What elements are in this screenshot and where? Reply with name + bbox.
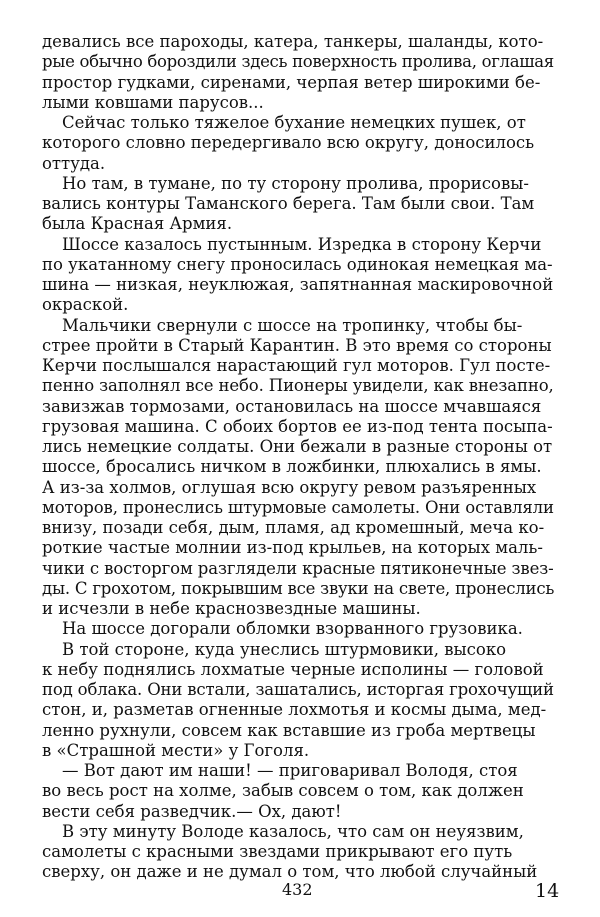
- text-line: к небу поднялись лохматые черные исполины — головой: [42, 659, 544, 679]
- text-line: Шоссе казалось пустынным. Изредка в сторону Керчи: [62, 234, 542, 254]
- text-line: грузовая машина. С обоих бортов ее из-под тента посыпа-: [42, 416, 553, 436]
- text-line: оттуда.: [42, 153, 106, 173]
- text-line: ды. С грохотом, покрывшим все звуки на свете, пронеслись: [42, 578, 555, 598]
- text-line: лись немецкие солдаты. Они бежали в разные стороны от: [42, 437, 553, 456]
- text-line: которого словно передергивало всю округу, доносилось: [42, 133, 535, 153]
- page-number: 432: [282, 880, 313, 899]
- text-line: В эту минуту Володе казалось, что сам он неуязвим,: [62, 821, 524, 841]
- text-line: рые обычно бороздили здесь поверхность пролива, оглашая: [42, 52, 554, 72]
- text-line: Керчи послышался нарастающий гул моторов. Гул посте-: [42, 356, 551, 375]
- text-line: по укатанному снегу проносилась одинокая немецкая ма-: [42, 254, 553, 274]
- text-line: под облака. Они встали, зашатались, исторгая грохочущий: [42, 680, 554, 699]
- text-line: чики с восторгом разглядели красные пятиконечные звез-: [42, 558, 554, 578]
- text-line: лыми ковшами парусов...: [42, 92, 264, 112]
- text-line: внизу, позади себя, дым, пламя, ад кромешный, меча ко-: [42, 518, 545, 537]
- text-line: роткие частые молнии из-под крыльев, на которых маль-: [42, 538, 543, 558]
- text-line: стрее пройти в Старый Карантин. В это время со стороны: [42, 335, 552, 355]
- text-line: вались контуры Таманского берега. Там были свои. Там: [42, 194, 535, 213]
- text-line: окраской.: [42, 295, 129, 315]
- text-line: пенно заполнял все небо. Пионеры увидели, как внезапно,: [42, 376, 554, 396]
- text-line: В той стороне, куда унеслись штурмовики, высоко: [62, 639, 507, 659]
- signature-mark: 14: [535, 880, 560, 902]
- text-line: шоссе, бросались ничком в ложбинки, плюхались в ямы.: [42, 457, 542, 477]
- text-line: простор гудками, сиренами, черпая ветер широкими бе-: [42, 72, 541, 92]
- text-line: и исчезли в небе краснозвездные машины.: [42, 599, 421, 618]
- text-line: завизжав тормозами, остановилась на шоссе мчавшаяся: [42, 396, 542, 416]
- text-line: девались все пароходы, катера, танкеры, шаланды, кото-: [42, 32, 544, 51]
- text-line: вести себя разведчик.— Ох, дают!: [42, 801, 342, 821]
- text-line: в «Страшной мести» у Гоголя.: [42, 740, 310, 760]
- text-line: А из-за холмов, оглушая всю округу ревом разъяренных: [42, 477, 537, 497]
- text-line: шина — низкая, неуклюжая, запятнанная маскировочной: [42, 275, 554, 294]
- text-line: сверху, он даже и не думал о том, что любой случайный: [42, 862, 538, 882]
- text-line: стон, и, разметав огненные лохмотья и космы дыма, мед-: [42, 700, 547, 720]
- text-line: ленно рухнули, совсем как вставшие из гроба мертвецы: [42, 720, 536, 740]
- text-line: Мальчики свернули с шоссе на тропинку, чтобы бы-: [62, 315, 523, 335]
- text-line: Сейчас только тяжелое бухание немецких пушек, от: [62, 113, 526, 132]
- text-line: моторов, пронеслись штурмовые самолеты. Они оставляли: [42, 497, 554, 517]
- text-line: Но там, в тумане, по ту сторону пролива, прорисовы-: [62, 173, 529, 193]
- text-line: во весь рост на холме, забыв совсем о том, как должен: [42, 781, 524, 801]
- page-footer: [0, 880, 600, 902]
- text-line: самолеты с красными звездами прикрывают его путь: [42, 842, 513, 861]
- body-text: [42, 32, 554, 883]
- text-line: — Вот дают им наши! — приговаривал Володя, стоя: [62, 761, 518, 780]
- text-line: На шоссе догорали обломки взорванного грузовика.: [62, 619, 523, 639]
- text-line: была Красная Армия.: [42, 214, 233, 234]
